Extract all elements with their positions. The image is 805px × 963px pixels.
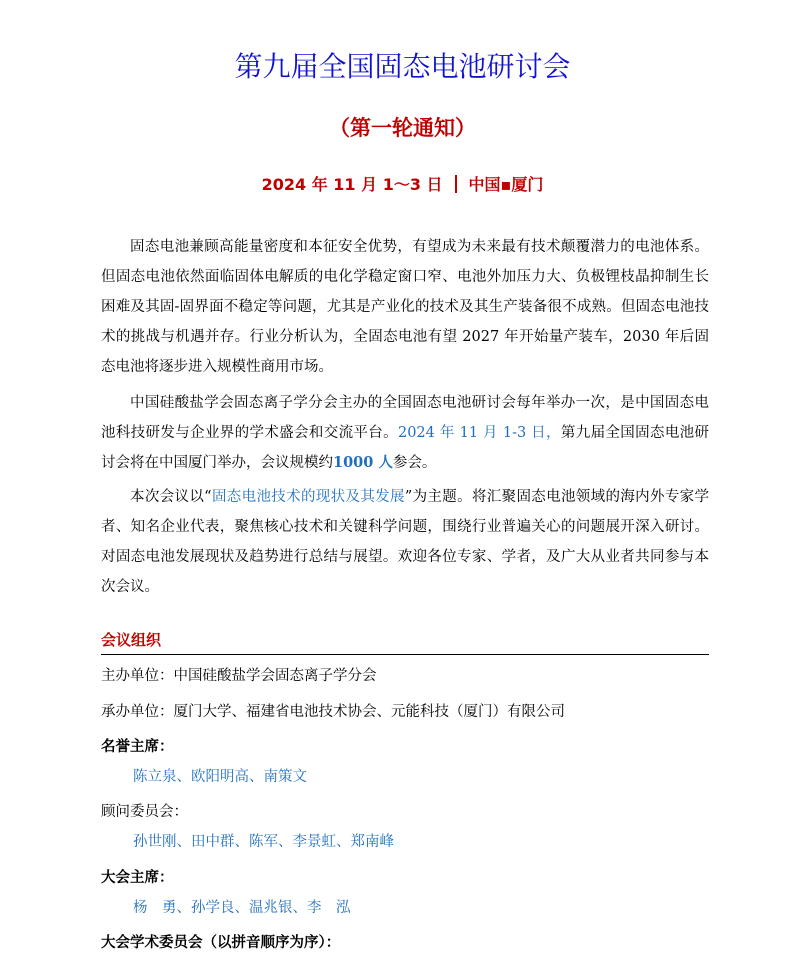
p3-theme: 固态电池技术的现状及其发展 xyxy=(211,489,405,505)
event-location: 中国▪厦门 xyxy=(468,175,544,194)
advisory-committee-names: 孙世刚、田中群、陈军、李景虹、郑南峰 xyxy=(133,834,394,850)
p2-attendee-count: 1000 人 xyxy=(333,454,393,471)
section-heading-organization: 会议组织 xyxy=(101,628,709,655)
advisory-committee-label: 顾问委员会： xyxy=(101,804,188,820)
intro-paragraph-2 xyxy=(101,388,709,478)
organizer-unit: 承办单位：厦门大学、福建省电池技术协会、元能科技（厦门）有限公司 xyxy=(101,704,565,720)
p2-event-date: 2024 年 11 月 1-3 日， xyxy=(397,425,561,441)
general-chair-label: 大会主席： xyxy=(101,869,174,886)
p2-text-a: 中国硅酸盐学会固态离子学分会主办的全国固态电池研讨会每年举办一次，是中国固态电池科技研发与企业界的学术盛会和交流平台。 xyxy=(101,395,709,441)
intro-paragraph-3 xyxy=(101,482,709,602)
date-location-line xyxy=(0,172,805,198)
p2-text-b: 第九届全国固态电池研讨会将在中国厦门举办，会议规模约 xyxy=(101,425,710,471)
p3-text-a: 本次会议以“ xyxy=(130,489,212,505)
page-subtitle: （第一轮通知） xyxy=(329,116,476,140)
page-title: 第九届全国固态电池研讨会 xyxy=(234,50,571,83)
date-separator xyxy=(455,175,457,193)
p3-text-b: ”为主题。将汇聚固态电池领域的海内外专家学者、知名企业代表，聚焦核心技术和关键科学问题，围绕行业普遍关心的问题展开深入研讨。对固态电池发展现状及趋势进行总结与展望。欢迎各位专家、学者，及广大从业者共同参与本次会议。 xyxy=(101,489,710,595)
event-date: 2024 年 11 月 1～3 日 xyxy=(261,175,443,194)
p2-text-c: 参会。 xyxy=(392,455,437,471)
intro-paragraph-1: 固态电池兼顾高能量密度和本征安全优势，有望成为未来最有技术颠覆潜力的电池体系。但固态电池依然面临固体电解质的电化学稳定窗口窄、电池外加压力大、负极锂枝晶抑制生长困难及其固-固界面不稳定等问题，尤其是产业化的技术及其生产装备很不成熟。但固态电池技术的挑战与机遇并存。行业分析认为，全固态电池有望 2027 年开始量产装车，2030 年后固态电池将逐步进入规模性商用市场。 xyxy=(101,239,709,375)
host-unit: 主办单位：中国硅酸盐学会固态离子学分会 xyxy=(101,668,377,684)
academic-committee-label: 大会学术委员会（以拼音顺序为序）： xyxy=(101,934,341,951)
honorary-chair-names: 陈立泉、欧阳明高、南策文 xyxy=(133,769,307,785)
honorary-chair-label: 名誉主席： xyxy=(101,738,174,755)
general-chair-names: 杨 勇、孙学良、温兆银、李 泓 xyxy=(133,900,351,916)
